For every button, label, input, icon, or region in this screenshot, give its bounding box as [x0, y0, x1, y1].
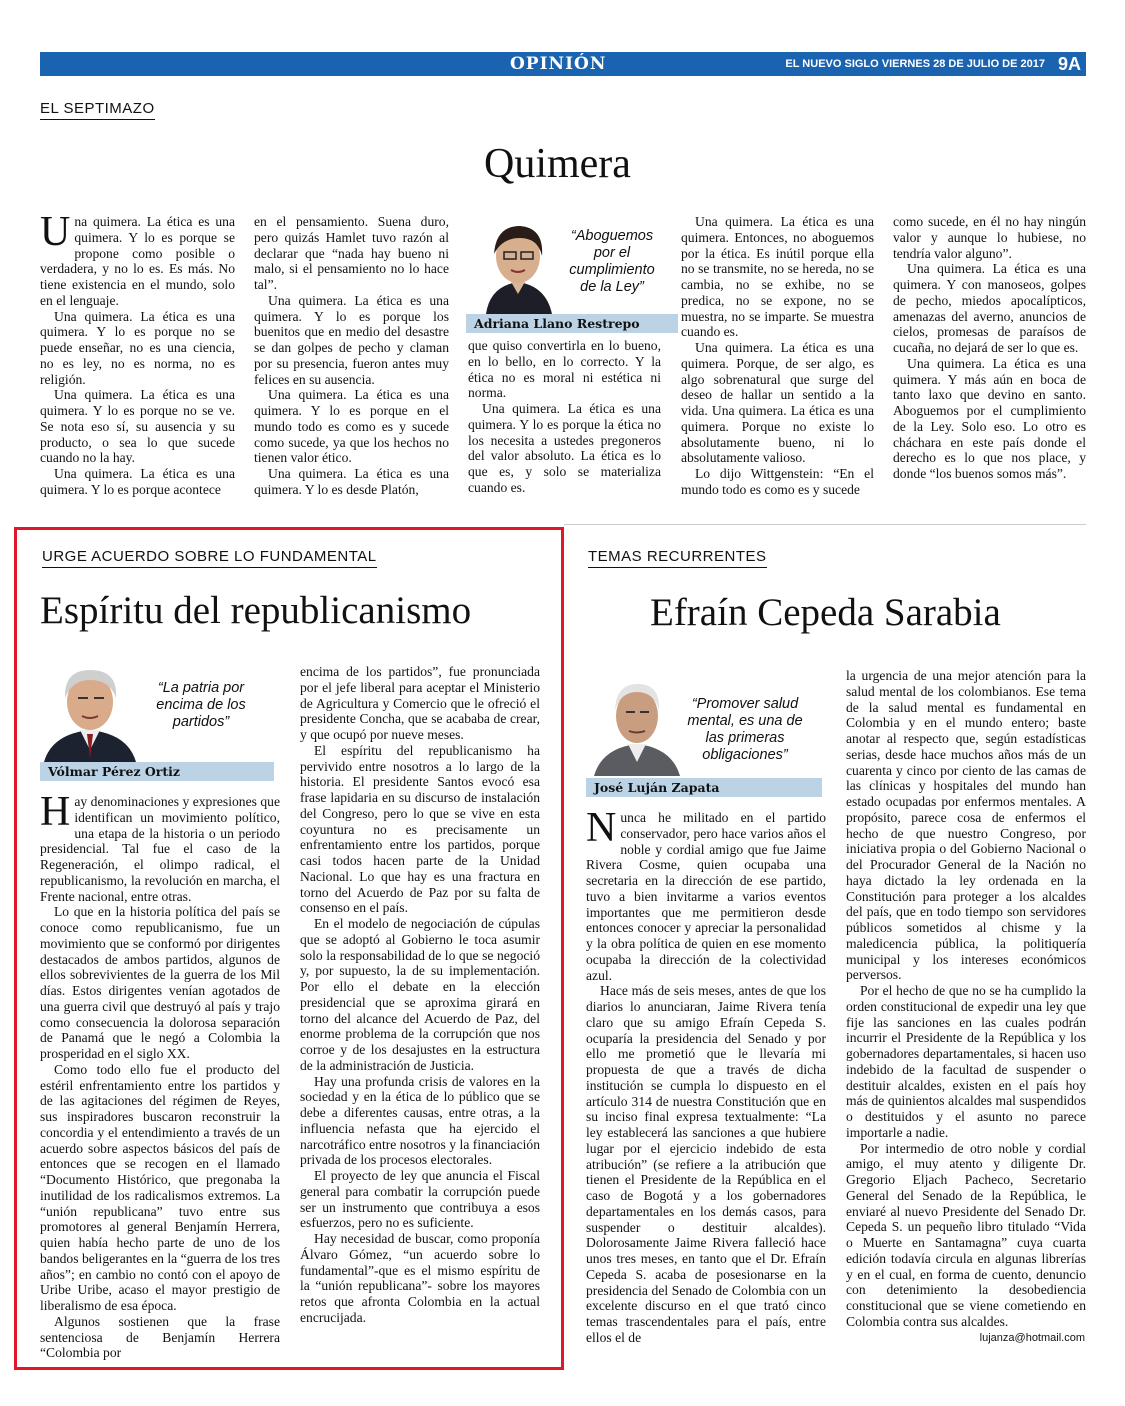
paragraph: Una quimera. La ética es una quimera. Entonces, no aboguemos por la ética. Es inútil porque ella no se transmite, no se hereda, no se cambia, no se exhibe, no se predica, no se expone, no se muestra, no se imparte. Se muestra cuando es.: [681, 214, 874, 340]
paragraph: la urgencia de una mejor atención para la salud mental de los colombianos. Ese tema de la salud mental es fundamental en Colombia y en el mundo entero; baste anotar al respecto que, según estadísticas serias, desde hace muchos años más de un cuarenta y cinco por ciento de las camas de las clínicas y hospitales del mundo han estado ocupadas por enfermos mentales. A propósito, parece cosa de enfermos el hecho de que nuestro Congreso, por iniciativa propia o del Gobierno Nacional o del Procurador General de la Nación no haya dictado la ley ordenada en la Constitución para proteger a los alcaldes del país, que en todo tiempo son servidores públicos sometidos al chisme y la maledicencia pública, la politiquería municipal y los intereses económicos perversos.: [846, 668, 1086, 983]
paragraph: Hay necesidad de buscar, como proponía Álvaro Gómez, “un acuerdo sobre lo fundamental”-que es el mismo espíritu de la “unión republicana”- sobre los mayores retos que afronta Colombia en la actual encrucijada.: [300, 1231, 540, 1325]
section-divider: [564, 524, 1086, 525]
paragraph-text: ay denominaciones y expresiones que identifican un movimiento político, una etapa de la historia o un periodo presidencial. Tal fue el caso de la Regeneración, el olimpo radical, el republicanismo, la revolución en marcha, el Frente nacional, entre otras.: [40, 794, 280, 904]
paragraph: Como todo ello fue el producto del estéril enfrentamiento entre los partidos y de las agitaciones del régimen de Reyes, sus inspiradores buscaron reconstruir la concordia y el entendimiento a través de un acuerdo sobre aspectos básicos del país de entonces que se recogen en el llamado “Documento Histórico, que pregonaba la inutilidad de los radicalismos extremos. La “unión republicana” tuvo entre sus promotores al general Benjamín Herrera, quien había hecho parte de uno de los bandos beligerantes en la “guerra de los tres años”; en cambio no contó con el apoyo de Uribe Uribe, acaso el mayor prestigio de liberalismo de esa época.: [40, 1061, 280, 1313]
drop-cap: H: [40, 789, 71, 835]
author-photo-jose: [588, 676, 686, 776]
top-article-byline: Adriana Llano Restrepo: [466, 314, 678, 333]
paragraph: Una quimera. La ética es una quimera. Y lo es desde Platón,: [254, 466, 449, 497]
paragraph: que quiso convertirla en lo bueno, en lo bello, en lo correcto. Y la ética no es moral ni estética ni norma.: [468, 338, 661, 401]
top-article-col-1: [40, 209, 235, 498]
paragraph: Una quimera. La ética es una quimera. Y lo es porque los buenitos que en medio del desastre se dan golpes de pecho y claman por su presencia, fueron antes muy felices en su ausencia.: [254, 292, 449, 387]
paragraph: Una quimera. La ética es una quimera. Porque, de ser algo, es algo sobrenatural que surge del deseo de hallar un sentido a la vida. Una quimera. La ética es una quimera. Porque no existe lo absolutamente bueno, ni lo absolutamente valioso.: [681, 340, 874, 466]
paragraph: Lo que en la historia política del país se conoce como republicanismo, fue un movimiento que se conformó por dirigentes destacados de ambos partidos, algunos de ellos sobrevivientes de la guerra de los Mil días. Estos dirigentes venían agotados de una guerra civil que destruyó al país y trajo como consecuencia la dolorosa separación de Panamá que le negó a Colombia la prosperidad en el siglo XX.: [40, 904, 280, 1061]
paragraph: en el pensamiento. Suena duro, pero quizás Hamlet tuvo razón al declarar que “nada hay bueno ni malo, si el pensamiento no lo hace tal”.: [254, 214, 449, 292]
left-article-headline: Espíritu del republicanismo: [40, 589, 472, 632]
right-article-quote: “Promover salud mental, es una de las primeras obligaciones”: [687, 696, 803, 763]
paragraph: Hay una profunda crisis de valores en la sociedad y en la ética de lo público que se debe a diferentes causas, entre otras, a la influencia nefasta que ha ejercido el narcotráfico entre nosotros y la financiación privada de los procesos electorales.: [300, 1073, 540, 1168]
paragraph: Algunos sostienen que la frase sentenciosa de Benjamín Herrera “Colombia por: [40, 1313, 280, 1361]
drop-cap: N: [586, 805, 617, 851]
paragraph: Por intermedio de otro noble y cordial amigo, el muy atento y diligente Dr. Gregorio Eljach Pacheco, Secretario General del Senado de la República, le enviaré al nuevo Presidente del Senado Dr. Cepeda S. un pequeño libro titulado “Vida o Muerte en Santamagna” cuya cuarta edición todavía circula en algunas librerías y en el cual, en forma de cuento, denuncio con detenimiento la desobediencia constitucional que se viene cometiendo en Colombia contra sus alcaldes.: [846, 1140, 1086, 1329]
paragraph-text: unca he militado en el partido conservador, pero hace varios años el noble y cordial amigo que fue Jaime Rivera Cosme, quien ocupaba una secretaria en la dirección de ese partido, tuvo a bien invitarme a varios eventos importantes que me permitieron desde entonces conocer y apreciar la personalidad y la obra política de quien en ese momento ocupaba la dirección de la colectividad azul.: [586, 810, 826, 983]
top-article-headline: Quimera: [484, 141, 631, 187]
top-article-kicker: EL SEPTIMAZO: [40, 100, 155, 120]
paragraph: Una quimera. La ética es una quimera. Y lo es porque en el mundo todo es como es y sucede como sucede, ya que los hechos no tienen valor ético.: [254, 387, 449, 466]
page-number: 9A: [1057, 54, 1081, 74]
paragraph: Una quimera. La ética es una quimera. Y lo es porque no se puede enseñar, no es una ciencia, no es ley, no es norma, no es religión.: [40, 308, 235, 387]
top-article-col-2: [254, 214, 449, 498]
paragraph: como sucede, en él no hay ningún valor y aunque lo hubiese, no tendría valor alguno”.: [893, 214, 1086, 261]
paragraph: Una quimera. La ética es una quimera. Y lo es porque la ética no los necesita a ustedes pregoneros del valor absoluto. La ética es lo que es, y solo se materializa cuando es.: [468, 401, 661, 495]
right-article-headline: Efraín Cepeda Sarabia: [650, 591, 1001, 634]
paragraph: El proyecto de ley que anuncia el Fiscal general para combatir la corrupción puede ser un instrumento que contribuya a esos esfuerzos, pero no es suficiente.: [300, 1168, 540, 1231]
paragraph: [586, 805, 826, 983]
paragraph: Lo dijo Wittgenstein: “En el mundo todo es como es y sucede: [681, 466, 874, 497]
top-article-col-3: [468, 338, 661, 496]
left-article-col-2: [300, 664, 540, 1326]
left-article-kicker: URGE ACUERDO SOBRE LO FUNDAMENTAL: [42, 548, 377, 568]
paragraph: encima de los partidos”, fue pronunciada por el jefe liberal para aceptar el Ministerio de Agricultura y Comercio que le ofreció el presidente Concha, que se acababa de crear, y que ocupó por nueve meses.: [300, 664, 540, 742]
right-article-col-2: [846, 668, 1086, 1330]
paragraph: Una quimera. La ética es una quimera. Y lo es porque no se ve. Se nota eso sí, su ausencia y su producto, o sea lo que sucede cuando no la hay.: [40, 387, 235, 466]
top-article-col-4: [681, 214, 874, 498]
paragraph: Una quimera. La ética es una quimera. Y lo es porque acontece: [40, 466, 235, 497]
top-article-col-5: [893, 214, 1086, 482]
paragraph: [40, 789, 280, 904]
drop-cap: U: [40, 209, 71, 255]
paragraph: Una quimera. La ética es una quimera. Y con manoseos, golpes de pecho, miedos apocalípticos, amenazas del averno, anuncios de cielos, promesas de paraísos de cucaña, no dejará de ser lo que es.: [893, 261, 1086, 355]
paragraph: Una quimera. La ética es una quimera. Y más aún en boca de tanto laxo que devino en santo. Aboguemos por el cumplimiento de la Ley. Solo eso. Lo otro es cháchara en este país donde el derecho es lo que nos place, y donde “los buenos somos más”.: [893, 355, 1086, 481]
paragraph-text: na quimera. La ética es una quimera. Y lo es porque se propone como posible o verdadera, y no lo es. Es más. No tiene existencia en el mundo, solo en el lenguaje.: [40, 214, 235, 308]
left-article-quote: “La patria por encima de los partidos”: [156, 680, 246, 730]
right-article-kicker: TEMAS RECURRENTES: [588, 548, 767, 568]
author-email: lujanza@hotmail.com: [979, 1332, 1085, 1344]
left-article-col-1: [40, 789, 280, 1361]
top-article-quote: “Aboguemos por el cumplimiento de la Ley”: [569, 228, 655, 295]
left-article-byline: Vólmar Pérez Ortiz: [40, 762, 274, 781]
paragraph: Hace más de seis meses, antes de que los diarios lo anunciaran, Jaime Rivera tenía claro que su amigo Efraín Cepeda S. ocuparía la presidencia del Senado y por ello me prometió que le llevaría mi propuesta de que a través de dicha institución se cumpla lo dispuesto en el artículo 314 de nuestra Constitución que en su inciso final expresa textualmente: “La ley establecerá las sanciones a que hubiere lugar por el ejercicio indebido de esta atribución” (se refiere a la atribución que tienen el Presidente de la República en el caso de Bogotá y a los gobernadores departamentales en los demás casos, para suspender o destituir alcaldes). Dolorosamente Jaime Rivera falleció hace unos tres meses, en tanto que el Dr. Efraín Cepeda S. acaba de posesionarse en la presidencia del Senado de Colombia con un excelente discurso en el que trató cinco temas trascendentales para el país, entre ellos el de: [586, 983, 826, 1345]
paragraph: [40, 209, 235, 309]
right-article-byline: José Luján Zapata: [586, 778, 822, 797]
newspaper-date: EL NUEVO SIGLO VIERNES 28 DE JULIO DE 2017: [785, 58, 1045, 70]
paragraph: En el modelo de negociación de cúpulas que se adoptó al Gobierno le toca asumir solo la responsabilidad de lo que se negoció y, por supuesto, la de su implementación. Por ello el debate en la elección presidencial que se aproxima girará en torno del alcance del Acuerdo de Paz, del enorme problema de la corrupción que nos corroe y de los desajustes en la estructura de la administración de Justicia.: [300, 916, 540, 1073]
right-article-col-1: [586, 805, 826, 1346]
author-photo-volmar: [40, 660, 140, 762]
paragraph: El espíritu del republicanismo ha pervivido entre nosotros a lo largo de la historia. El presidente Santos evocó esa frase lapidaria en su discurso de instalación del Congreso, pero lo que se vive en esta coyuntura no es precisamente un enfrentamiento entre los partidos, porque casi todos hacen parte de la Unidad Nacional. Lo que hay es una fractura en torno del Acuerdo de Paz por su falta de consenso en el país.: [300, 742, 540, 916]
paragraph: Por el hecho de que no se ha cumplido la orden constitucional de expedir una ley que fije las sanciones en las cuales podrán incurrir el Presidente de la República y los gobernadores departamentales, si hacen uso indebido de la facultad de suspender o destituir alcaldes, existen en el país hoy más de quinientos alcaldes mal suspendidos o destituidos y el asunto no parece importarle a nadie.: [846, 983, 1086, 1140]
section-title: OPINIÓN: [510, 54, 607, 74]
author-photo-adriana: [468, 214, 568, 314]
